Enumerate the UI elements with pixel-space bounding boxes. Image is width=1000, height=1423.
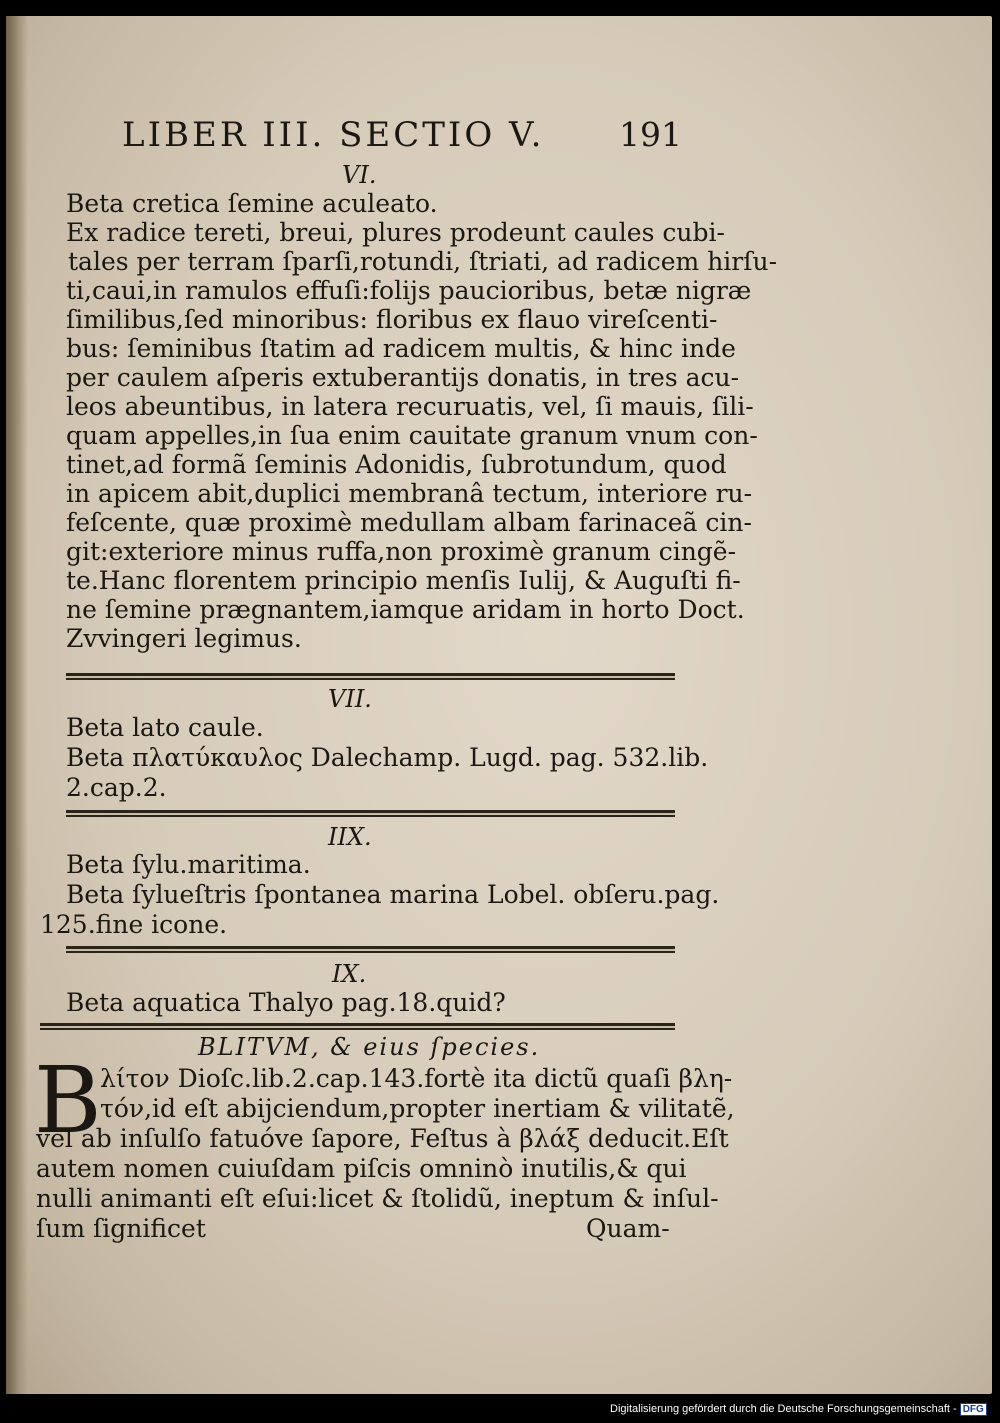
text-line: λίτον Dioſc.lib.2.cap.143.fortè ita dictũ quaſi βλη-	[100, 1064, 733, 1093]
page-edge-shadow	[6, 16, 28, 1394]
text-line: per caulem aſperis extuberantijs donatis, in tres acu-	[66, 363, 740, 392]
text-line: Beta ſylueſtris ſpontanea marina Lobel. obſeru.pag.	[66, 880, 720, 909]
drop-cap: B	[34, 1047, 102, 1154]
text-line: tinet,ad formã ſeminis Adonidis, ſubrotundum, quod	[66, 450, 727, 479]
text-line: Beta ſylu.maritima.	[66, 850, 311, 879]
text-line: feſcente, quæ proximè medullam albam farinaceã cin-	[66, 508, 752, 537]
text-line: autem nomen cuiuſdam piſcis omninò inutilis,& qui	[36, 1154, 687, 1183]
text-line: Beta lato caule.	[66, 713, 264, 742]
text-line: 2.cap.2.	[66, 773, 167, 802]
section-heading-ix: IX.	[332, 960, 367, 988]
text-line: quam appelles,in ſua enim cauitate granum vnum con-	[66, 421, 758, 450]
text-line: Beta πλατύκαυλος Dalechamp. Lugd. pag. 532.lib.	[66, 743, 709, 772]
text-line: vel ab inſulſo fatuóve ſapore, Feſtus à βλάξ deducit.Eſt	[36, 1124, 729, 1153]
text-line: ſimilibus,ſed minoribus: floribus ex flauo vireſcenti-	[66, 305, 718, 334]
text-line: git:exteriore minus ruffa,non proximè granum cingẽ-	[66, 537, 737, 566]
page-number: 191	[619, 115, 682, 154]
catchword: Quam-	[586, 1214, 670, 1243]
text-line: nulli animanti eſt eſui:licet & ſtolidũ, ineptum & inſul-	[36, 1184, 719, 1213]
text-line: Ex radice tereti, breui, plures prodeunt caules cubi-	[66, 218, 725, 247]
text-line: bus: ſeminibus ſtatim ad radicem multis, & hinc inde	[66, 334, 736, 363]
text-line: ti,caui,in ramulos effuſi:folijs paucioribus, betæ nigræ	[66, 276, 752, 305]
text-line: Beta aquatica Thalyo pag.18.quid?	[66, 988, 506, 1017]
text-line: ne ſemine prægnantem,iamque aridam in horto Doct.	[66, 595, 745, 624]
section-heading-blitum: BLITVM, & eius ſpecies.	[198, 1033, 541, 1061]
text-line: ſum ſignificet	[36, 1214, 206, 1243]
section-divider	[66, 946, 675, 949]
section-divider	[40, 1023, 675, 1026]
text-line: Zvvingeri legimus.	[66, 624, 302, 653]
text-line: τόν,id eſt abijciendum,propter inertiam & vilitatẽ,	[100, 1094, 735, 1123]
text-line: te.Hanc florentem principio menſis Iulij, & Auguſti fi-	[66, 566, 741, 595]
dfg-logo: DFG	[960, 1403, 987, 1416]
section-heading-vi: VI.	[342, 161, 377, 189]
credit-text: Digitalisierung gefördert durch die Deutsche Forschungsgemeinschaft -	[610, 1403, 957, 1415]
text-line: leos abeuntibus, in latera recuruatis, vel, ſi mauis, ſili-	[66, 392, 754, 421]
digitization-credit	[610, 1403, 987, 1416]
text-line: 125.fine icone.	[40, 910, 228, 939]
text-line: Beta cretica ſemine aculeato.	[66, 189, 438, 218]
section-heading-vii: VII.	[328, 685, 372, 713]
text-line: in apicem abit,duplici membranâ tectum, interiore ru-	[66, 479, 753, 508]
section-divider	[66, 810, 675, 813]
text-line: tales per terram ſparſi,rotundi, ſtriati, ad radicem hirſu-	[68, 247, 778, 276]
running-header: LIBER III. SECTIO V.	[122, 115, 545, 155]
section-heading-iix: IIX.	[328, 823, 372, 851]
section-divider	[66, 673, 675, 676]
